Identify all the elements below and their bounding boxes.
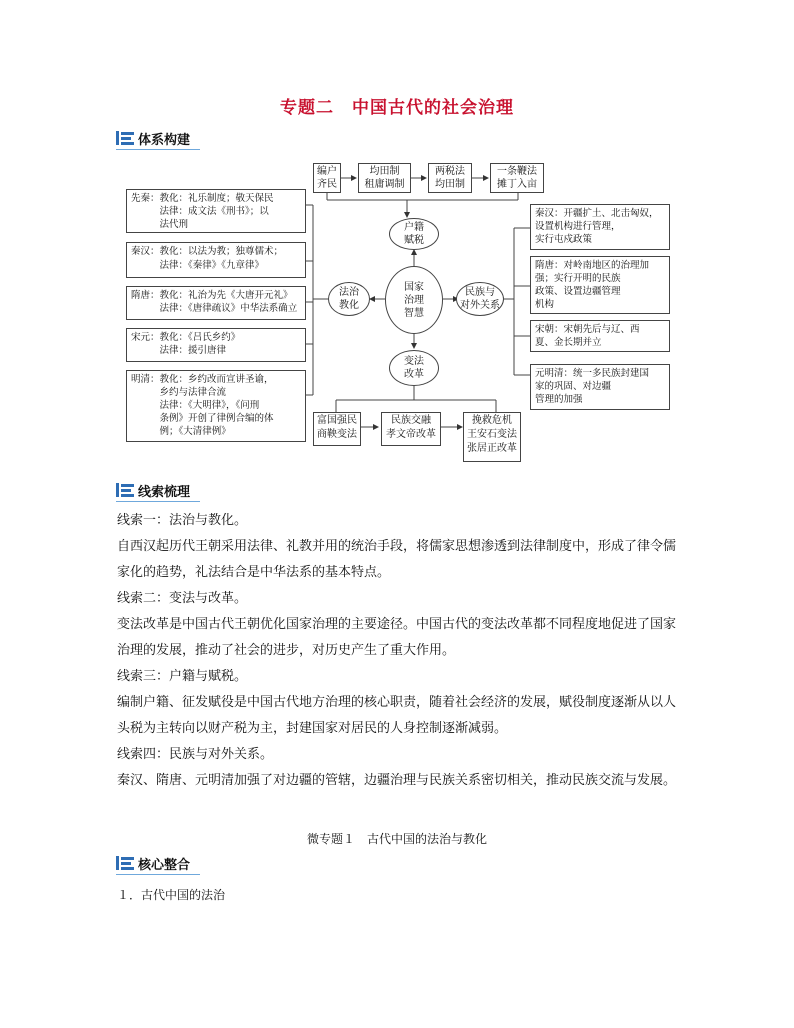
- list-icon: [116, 483, 134, 497]
- chain-label: 两税法 均田制: [435, 166, 465, 190]
- right-box-song: 宋朝：宋朝先后与辽、西 夏、金长期并立: [530, 320, 670, 352]
- clue-body: 秦汉、隋唐、元明清加强了对边疆的管辖，边疆治理与民族关系密切相关，推动民族交流与发展。: [117, 773, 677, 788]
- node-label: 变法 改革: [404, 356, 424, 380]
- node-ethnic-relations: [456, 282, 504, 316]
- chain-box-juntian: [358, 163, 411, 193]
- chain-label: 民族交融 孝文帝改革: [386, 415, 436, 440]
- node-center: [385, 266, 443, 334]
- section-header-clues: [116, 481, 200, 499]
- section-rule: [116, 874, 200, 875]
- right-box-sui-tang: 隋唐：对岭南地区的治理加 强；实行开明的民族 政策、设置边疆管理 机构: [530, 256, 670, 314]
- clue-body: 编制户籍、征发赋役是中国古代地方治理的核心职责，随着社会经济的发展，赋役制度逐渐从以人头税为主转向以财产税为主，封建国家对居民的人身控制逐渐减弱。: [117, 695, 677, 736]
- chain-label: 挽救危机 王安石变法 张居正改革: [467, 415, 517, 454]
- clue-body: 变法改革是中国古代王朝优化国家治理的主要途径。中国古代的变法改革都不同程度地促进了国家治理的发展，推动了社会的进步，对历史产生了重大作用。: [117, 617, 677, 658]
- clue-body: 自西汉起历代王朝采用法律、礼教并用的统治手段，将儒家思想渗透到法律制度中，形成了律令儒家化的趋势，礼法结合是中华法系的基本特点。: [117, 539, 677, 580]
- section-rule: [116, 501, 200, 502]
- chain-label: 编户 齐民: [317, 166, 337, 190]
- chain-box-yitiaobian: [490, 163, 544, 193]
- node-reform: [389, 350, 439, 386]
- chain-box-wang-zhang: [463, 412, 521, 462]
- section-title: 核心整合: [138, 858, 191, 873]
- chain-label: 一条鞭法 摊丁入亩: [497, 166, 537, 190]
- chain-label: 均田制 租庸调制: [364, 166, 405, 190]
- node-label: 户籍 赋税: [404, 222, 424, 246]
- node-label: 法治 教化: [339, 287, 359, 311]
- chain-label: 富国强民 商鞅变法: [317, 415, 357, 440]
- right-box-qin-han: 秦汉：开疆扩土、北击匈奴， 设置机构进行管理， 实行屯戍政策: [530, 204, 670, 250]
- item-heading: １．古代中国的法治: [117, 888, 226, 902]
- node-label: 国家 治理 智慧: [404, 281, 424, 319]
- node-label: 民族与 对外关系: [460, 287, 500, 311]
- left-box-qin-han: 秦汉：教化：以法为教；独尊儒术； 法律：《秦律》《九章律》: [126, 242, 306, 278]
- chain-box-liangshui: [428, 163, 472, 193]
- chain-box-shangyang: [313, 412, 361, 446]
- right-box-yuan-ming-qing: 元明清：统一多民族封建国 家的巩固、对边疆 管理的加强: [530, 364, 670, 410]
- clue-heading: 线索一：法治与教化。: [117, 513, 248, 528]
- clues-text: [117, 508, 687, 794]
- chain-box-household: [313, 163, 341, 193]
- clue-heading: 线索二：变法与改革。: [117, 591, 248, 606]
- clue-heading: 线索四：民族与对外关系。: [117, 747, 274, 762]
- micro-topic-title: 微专题１ 古代中国的法治与教化: [306, 832, 487, 846]
- section-title: 线索梳理: [138, 485, 191, 500]
- page-title: 专题二 中国古代的社会治理: [280, 98, 514, 118]
- left-box-pre-qin: 先秦：教化：礼乐制度；敬天保民 法律：成文法《刑书》；以 法代刑: [126, 189, 306, 233]
- node-household-tax: [389, 218, 439, 250]
- chain-box-xiaowen: [381, 412, 441, 446]
- left-box-sui-tang: 隋唐：教化：礼治为先《大唐开元礼》 法律：《唐律疏议》中华法系确立: [126, 286, 306, 320]
- node-rule-education: [328, 282, 370, 316]
- section-title: 体系构建: [138, 133, 191, 148]
- left-box-ming-qing: 明清：教化：乡约改而宣讲圣谕， 乡约与法律合流 法律：《大明律》，《问刑 条例》开创了律例合编的体 例；《大清律例》: [126, 370, 306, 442]
- clue-heading: 线索三：户籍与赋税。: [117, 669, 248, 684]
- left-box-song-yuan: 宋元：教化：《吕氏乡约》 法律：援引唐律: [126, 328, 306, 362]
- list-icon: [116, 856, 134, 870]
- section-header-core: [116, 854, 200, 872]
